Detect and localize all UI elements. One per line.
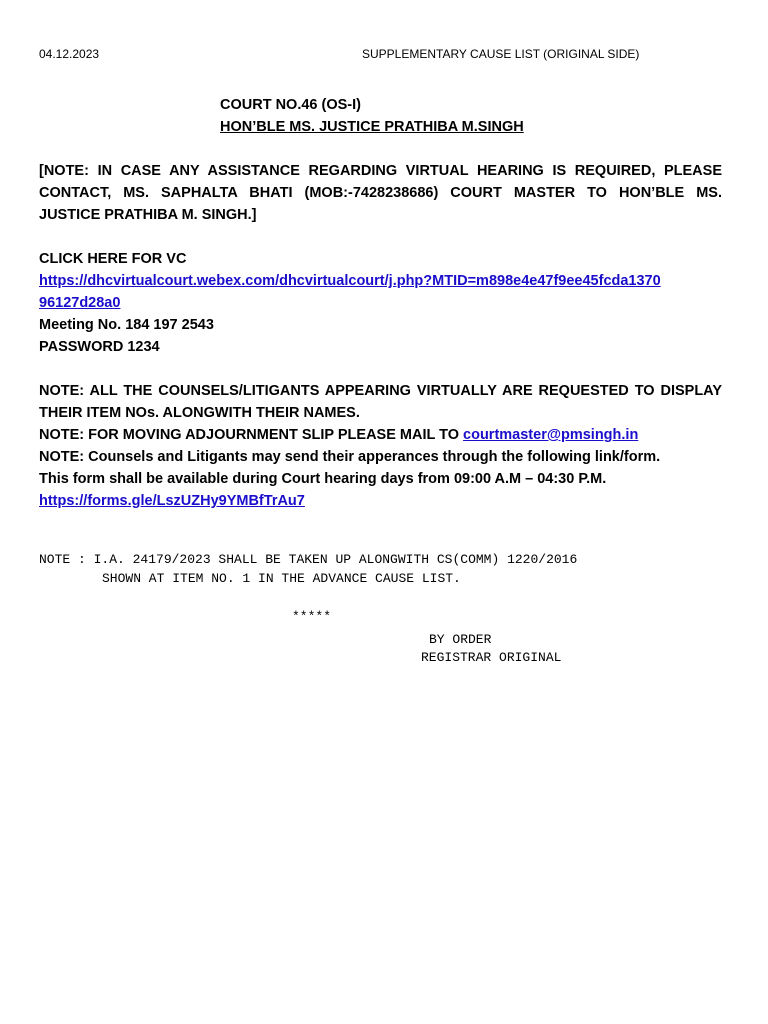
ia-note-line1: NOTE : I.A. 24179/2023 SHALL BE TAKEN UP ALONGWITH CS(COMM) 1220/2016	[39, 552, 578, 567]
court-number: COURT NO.46 (OS-I)	[220, 97, 361, 113]
vc-label: CLICK HERE FOR VC	[39, 251, 187, 267]
registrar-original: REGISTRAR ORIGINAL	[421, 650, 562, 665]
display-note-line2: THEIR ITEM NOs. ALONGWITH THEIR NAMES.	[39, 405, 360, 421]
list-title: SUPPLEMENTARY CAUSE LIST (ORIGINAL SIDE)	[362, 47, 640, 61]
adjournment-note	[39, 424, 638, 446]
appearance-note-line1: NOTE: Counsels and Litigants may send their apperances through the following link/form.	[39, 449, 661, 465]
vc-link-line2[interactable]: 96127d28a0	[39, 295, 121, 311]
judge-name: HON’BLE MS. JUSTICE PRATHIBA M.SINGH	[220, 119, 524, 135]
ia-note-line2: SHOWN AT ITEM NO. 1 IN THE ADVANCE CAUSE LIST.	[102, 571, 461, 586]
vc-link-line1[interactable]: https://dhcvirtualcourt.webex.com/dhcvirtualcourt/j.php?MTID=m898e4e47f9ee45fcda1370	[39, 273, 661, 289]
courtmaster-email-link[interactable]: courtmaster@pmsingh.in	[463, 427, 639, 443]
adjournment-note-text: NOTE: FOR MOVING ADJOURNMENT SLIP PLEASE MAIL TO	[39, 427, 464, 443]
vc-link[interactable]	[39, 270, 661, 292]
list-date: 04.12.2023	[39, 47, 100, 61]
appearance-form-link[interactable]: https://forms.gle/LszUZHy9YMBfTrAu7	[39, 493, 305, 509]
display-note-line1: NOTE: ALL THE COUNSELS/LITIGANTS APPEARING VIRTUALLY ARE REQUESTED TO DISPLAY	[39, 383, 722, 399]
form-link-row[interactable]	[39, 490, 305, 512]
vc-link-continued[interactable]	[39, 292, 120, 314]
separator-stars: *****	[292, 609, 332, 624]
assistance-note-line3: JUSTICE PRATHIBA M. SINGH.]	[39, 207, 257, 223]
appearance-note-line2: This form shall be available during Court hearing days from 09:00 A.M – 04:30 P.M.	[39, 471, 607, 487]
meeting-number: Meeting No. 184 197 2543	[39, 317, 214, 333]
assistance-note-line1: [NOTE: IN CASE ANY ASSISTANCE REGARDING VIRTUAL HEARING IS REQUIRED, PLEASE	[39, 163, 722, 179]
assistance-note-line2: CONTACT, MS. SAPHALTA BHATI (MOB:-7428238686) COURT MASTER TO HON’BLE MS.	[39, 185, 722, 201]
meeting-password: PASSWORD 1234	[39, 339, 160, 355]
by-order: BY ORDER	[429, 632, 492, 647]
